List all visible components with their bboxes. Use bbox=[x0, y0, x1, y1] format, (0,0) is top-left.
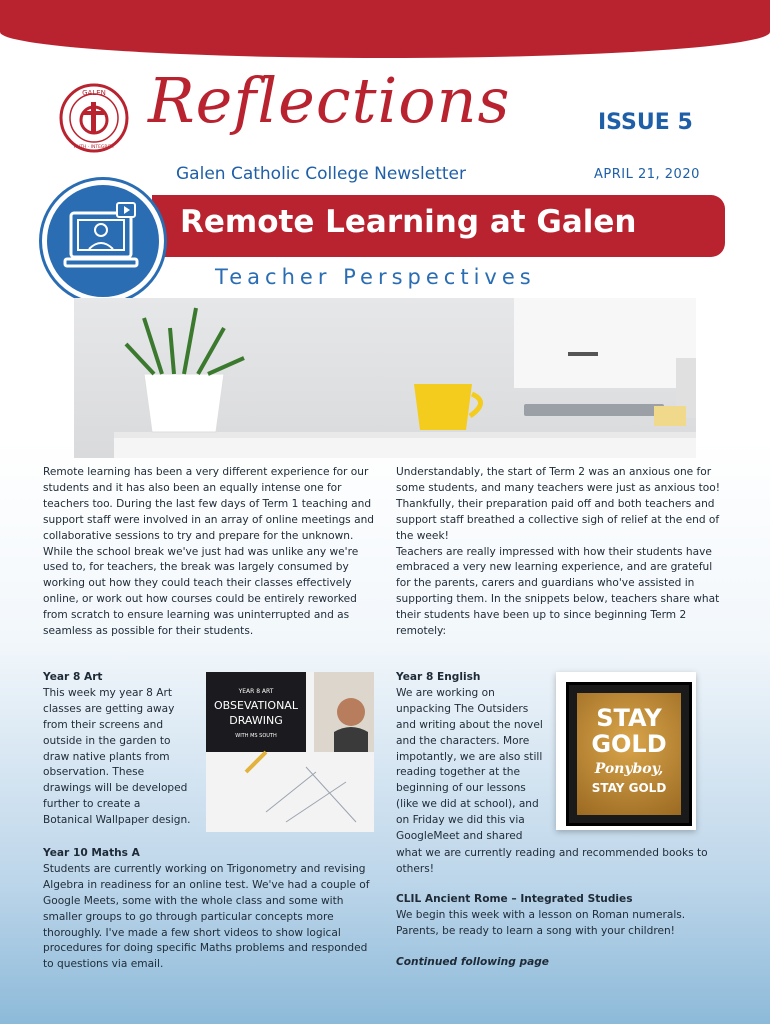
art-heading: Year 8 Art bbox=[43, 671, 103, 683]
poster-line-3: Ponyboy, bbox=[594, 761, 664, 777]
continued-note: Continued following page bbox=[396, 956, 549, 968]
english-section bbox=[396, 670, 546, 845]
headline-title: Remote Learning at Galen bbox=[180, 204, 637, 240]
poster-line-4: STAY GOLD bbox=[591, 781, 667, 795]
art-card-small-text-2: WITH MS SOUTH bbox=[235, 733, 277, 739]
maths-heading: Year 10 Maths A bbox=[43, 847, 140, 859]
english-body-continued: what we are currently reading and recommended books to others! bbox=[396, 847, 708, 875]
english-continued bbox=[396, 846, 728, 878]
clil-section bbox=[396, 892, 728, 940]
intro-left-paragraph-1: Remote learning has been a very different experience for our students and it has also been an equally intense one for teachers too. During the last few days of Term 1 teaching and support staff were involved in an array of online meetings and collaborative sessions to try and prepare for the unknown. bbox=[43, 466, 375, 542]
intro-right-column bbox=[396, 465, 728, 640]
art-video-thumbnail bbox=[206, 672, 374, 832]
art-card-title-1: OBSEVATIONAL bbox=[214, 699, 298, 712]
issue-number: ISSUE 5 bbox=[598, 110, 693, 135]
art-card-title-2: DRAWING bbox=[229, 714, 283, 727]
laptop-badge bbox=[42, 180, 164, 302]
clil-heading: CLIL Ancient Rome – Integrated Studies bbox=[396, 893, 633, 905]
play-icon bbox=[117, 203, 135, 217]
header-photo bbox=[74, 298, 696, 458]
crest-top-text: GALEN bbox=[82, 89, 106, 97]
newsletter-subtitle: Galen Catholic College Newsletter bbox=[176, 164, 467, 184]
tagline: Teacher Perspectives bbox=[215, 265, 536, 289]
masthead-title: Reflections bbox=[148, 64, 511, 137]
art-body: This week my year 8 Art classes are getting away from their screens and outside in the garden to draw native plants from observation. These drawings will be developed further to create a Botanical Wallpaper design. bbox=[43, 686, 191, 827]
maths-body: Students are currently working on Trigonometry and revising Algebra in readiness for an online test. We've had a couple of Google Meets, some with the whole class and some with smaller groups to go through particular concepts more thoroughly. I've made a few short videos to show logical procedures for doing specific Maths problems and responded to questions via email. bbox=[43, 862, 370, 971]
crest-icon bbox=[58, 82, 130, 154]
issue-date: APRIL 21, 2020 bbox=[594, 167, 700, 182]
poster-line-2: GOLD bbox=[591, 730, 667, 758]
laptop-video-icon bbox=[47, 185, 159, 297]
intro-left-column bbox=[43, 465, 379, 640]
intro-right-paragraph-1: Understandably, the start of Term 2 was an anxious one for some students, and many teachers were just as anxious too! Thankfully, their preparation paid off and both teachers and support staff breathed a collective sigh of relief at the end of the week! bbox=[396, 466, 721, 542]
stay-gold-poster bbox=[556, 672, 696, 830]
art-card-small-text: YEAR 8 ART bbox=[238, 688, 274, 695]
clil-body: We begin this week with a lesson on Roman numerals. Parents, be ready to learn a song with your children! bbox=[396, 908, 686, 937]
intro-left-paragraph-2: While the school break we've just had was unlike any we're used to, for teachers, the break was largely consumed by working out how they could teach their classes effectively online, or work out how courses could be entirely reworked from scratch to ensure learning was uninterrupted and as seamless as possible for their students. bbox=[43, 545, 359, 638]
art-section bbox=[43, 670, 193, 829]
english-body: We are working on unpacking The Outsiders and writing about the novel and the characters. More impotantly, we are also still reading together at the beginning of our lessons (like we did at school), and on Friday we did this via GoogleMeet and shared bbox=[396, 686, 543, 843]
crest-bottom-text: FAITH · INTEGRITY bbox=[73, 145, 115, 150]
maths-section bbox=[43, 846, 379, 973]
poster-line-1: STAY bbox=[596, 704, 662, 732]
top-red-band bbox=[0, 0, 770, 58]
intro-right-paragraph-2: Teachers are really impressed with how their students have embraced a very new learning experience, and are grateful for the parents, carers and guardians who've assisted in supporting them. In the snippets below, teachers share what their students have been up to since beginning Term 2 remotely: bbox=[396, 545, 720, 638]
english-heading: Year 8 English bbox=[396, 671, 481, 683]
